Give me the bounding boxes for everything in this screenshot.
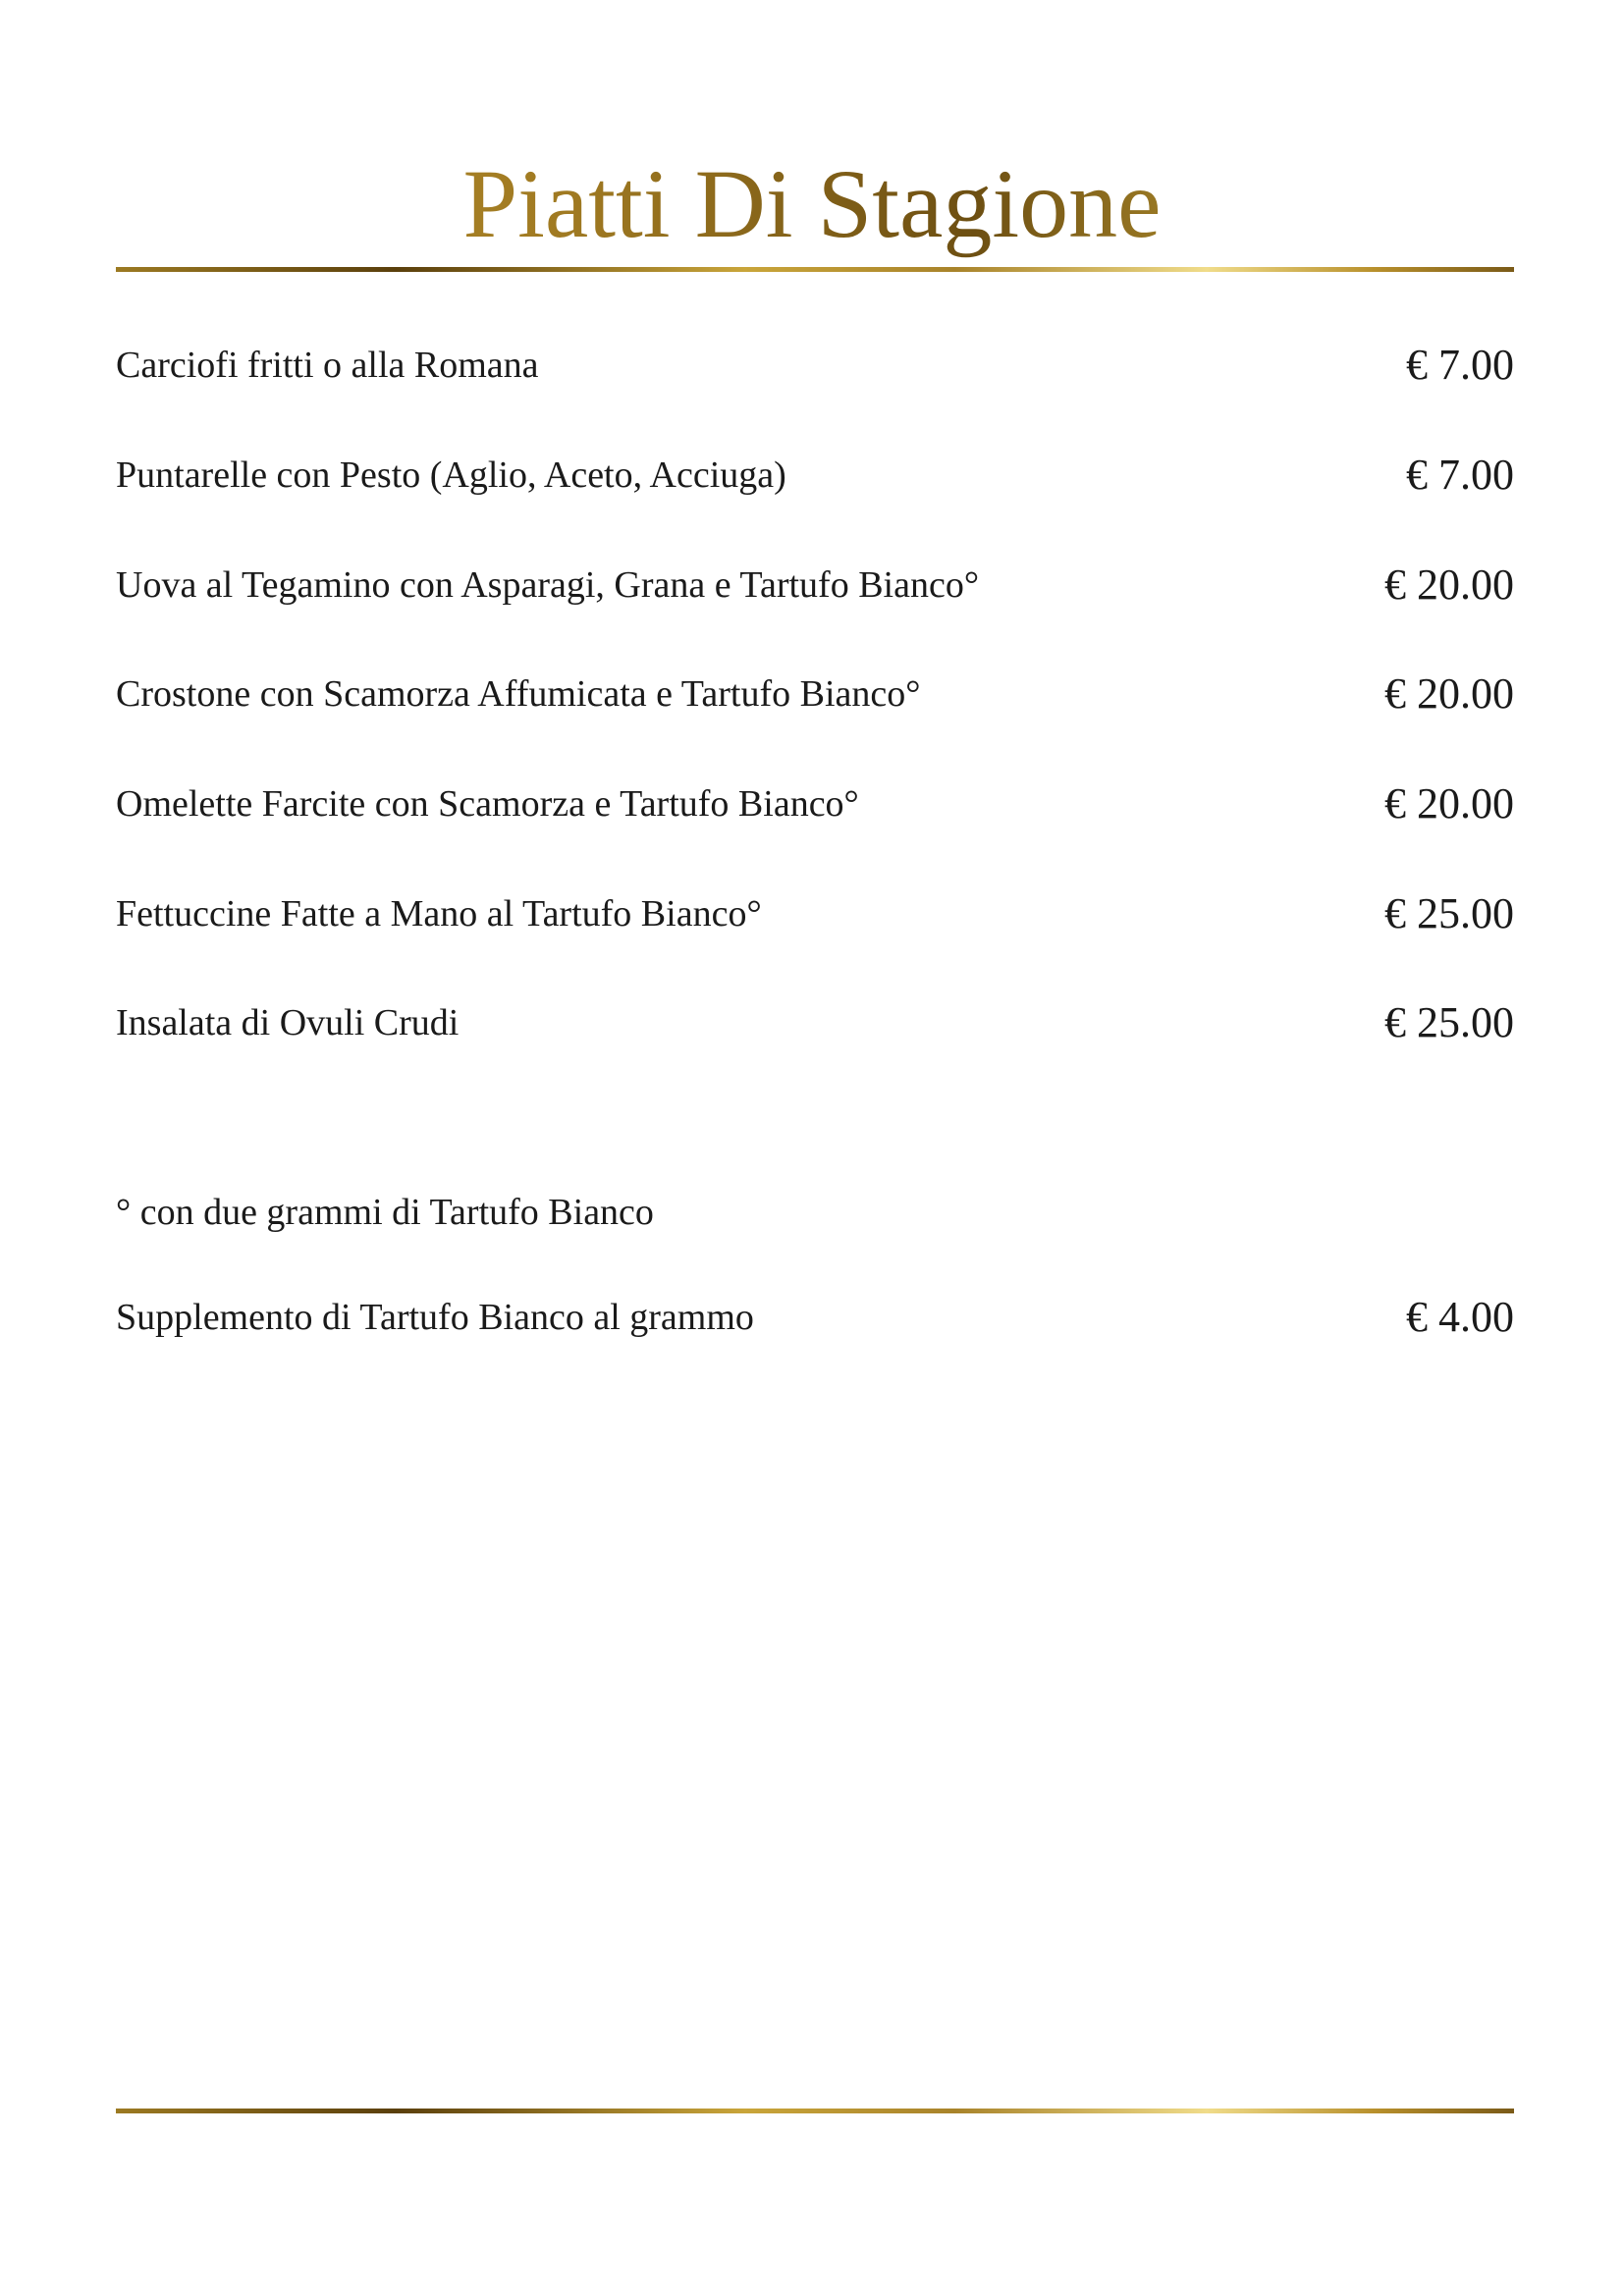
menu-item-name: Puntarelle con Pesto (Aglio, Aceto, Acciuga) [116,454,786,496]
menu-item-name: Omelette Farcite con Scamorza e Tartufo Bianco° [116,783,859,825]
menu-item-name: Crostone con Scamorza Affumicata e Tartufo Bianco° [116,673,921,715]
bottom-gold-divider [116,2109,1514,2113]
menu-item-price: € 20.00 [1384,669,1514,718]
menu-item-name: Uova al Tegamino con Asparagi, Grana e Tartufo Bianco° [116,564,980,606]
supplement-price: € 4.00 [1406,1293,1514,1341]
menu-item-name: Carciofi fritti o alla Romana [116,345,539,386]
menu-item [116,884,1514,943]
menu-item [116,556,1514,614]
supplement-row [116,1288,1514,1347]
menu-item-price: € 20.00 [1384,779,1514,828]
menu-item [116,993,1514,1052]
menu-item [116,665,1514,723]
page-title: Piatti Di Stagione [0,145,1624,263]
supplement-name: Supplemento di Tartufo Bianco al grammo [116,1297,754,1338]
top-gold-divider [116,267,1514,272]
footnote: ° con due grammi di Tartufo Bianco [116,1192,654,1233]
menu-item [116,774,1514,833]
menu-item-price: € 25.00 [1384,998,1514,1046]
menu-item-name: Fettuccine Fatte a Mano al Tartufo Bianco° [116,893,762,934]
menu-item-price: € 25.00 [1384,889,1514,937]
menu-item-name: Insalata di Ovuli Crudi [116,1002,460,1043]
menu-item-price: € 7.00 [1406,451,1514,499]
menu-item-price: € 20.00 [1384,561,1514,609]
menu-item [116,446,1514,505]
menu-item-price: € 7.00 [1406,341,1514,389]
menu-item [116,336,1514,395]
